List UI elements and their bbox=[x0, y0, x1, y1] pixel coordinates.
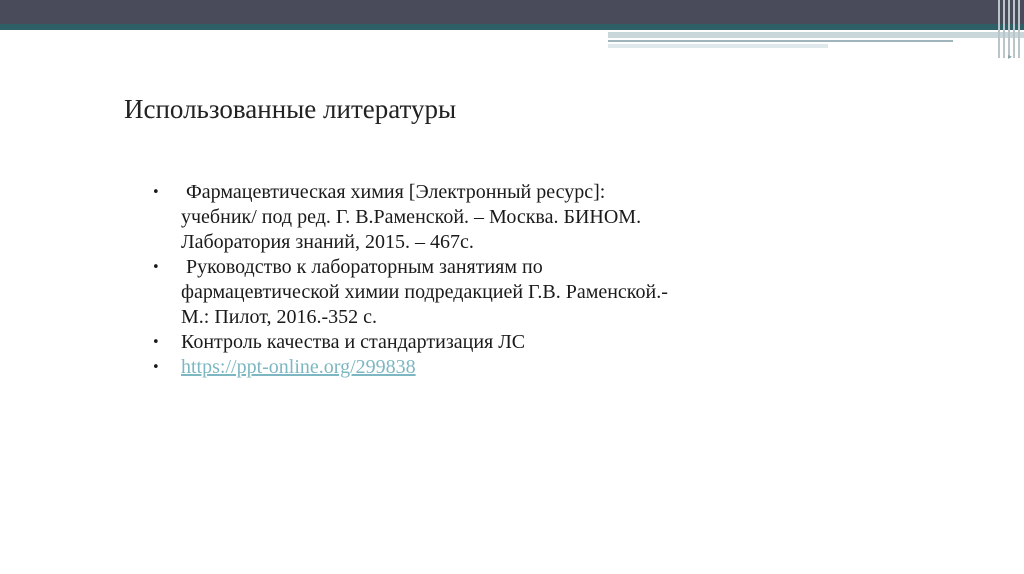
reference-list bbox=[150, 180, 790, 380]
reference-item bbox=[150, 180, 790, 255]
reference-line: Фармацевтическая химия [Электронный ресурс]: bbox=[181, 181, 606, 203]
reference-item bbox=[150, 255, 790, 330]
triangle-icon: ▸ bbox=[1008, 52, 1013, 61]
bullet-icon: • bbox=[152, 335, 160, 350]
header-bar-dark bbox=[0, 0, 1024, 24]
header-decor-line bbox=[608, 44, 828, 48]
reference-line: Руководство к лабораторным занятиям по bbox=[181, 256, 543, 278]
bullet-icon: • bbox=[152, 260, 160, 275]
corner-stripes bbox=[994, 0, 1024, 60]
reference-line: М.: Пилот, 2016.-352 с. bbox=[181, 306, 377, 328]
header-decor-line bbox=[608, 40, 953, 42]
reference-line: Контроль качества и стандартизация ЛС bbox=[181, 331, 526, 353]
header-decor-line bbox=[608, 32, 1024, 38]
reference-item bbox=[150, 355, 790, 380]
reference-line: фармацевтической химии подредакцией Г.В. Раменской.- bbox=[181, 281, 668, 303]
reference-line: Лаборатория знаний, 2015. – 467с. bbox=[181, 231, 474, 253]
reference-line: учебник/ под ред. Г. В.Раменской. – Москва. БИНОМ. bbox=[181, 206, 642, 228]
slide-title: Использованные литературы bbox=[124, 94, 457, 124]
bullet-icon: • bbox=[152, 360, 160, 375]
reference-link[interactable]: https://ppt-online.org/299838 bbox=[181, 356, 416, 378]
reference-item bbox=[150, 330, 790, 355]
header-bar-accent bbox=[0, 24, 1024, 30]
bullet-icon: • bbox=[152, 185, 160, 200]
